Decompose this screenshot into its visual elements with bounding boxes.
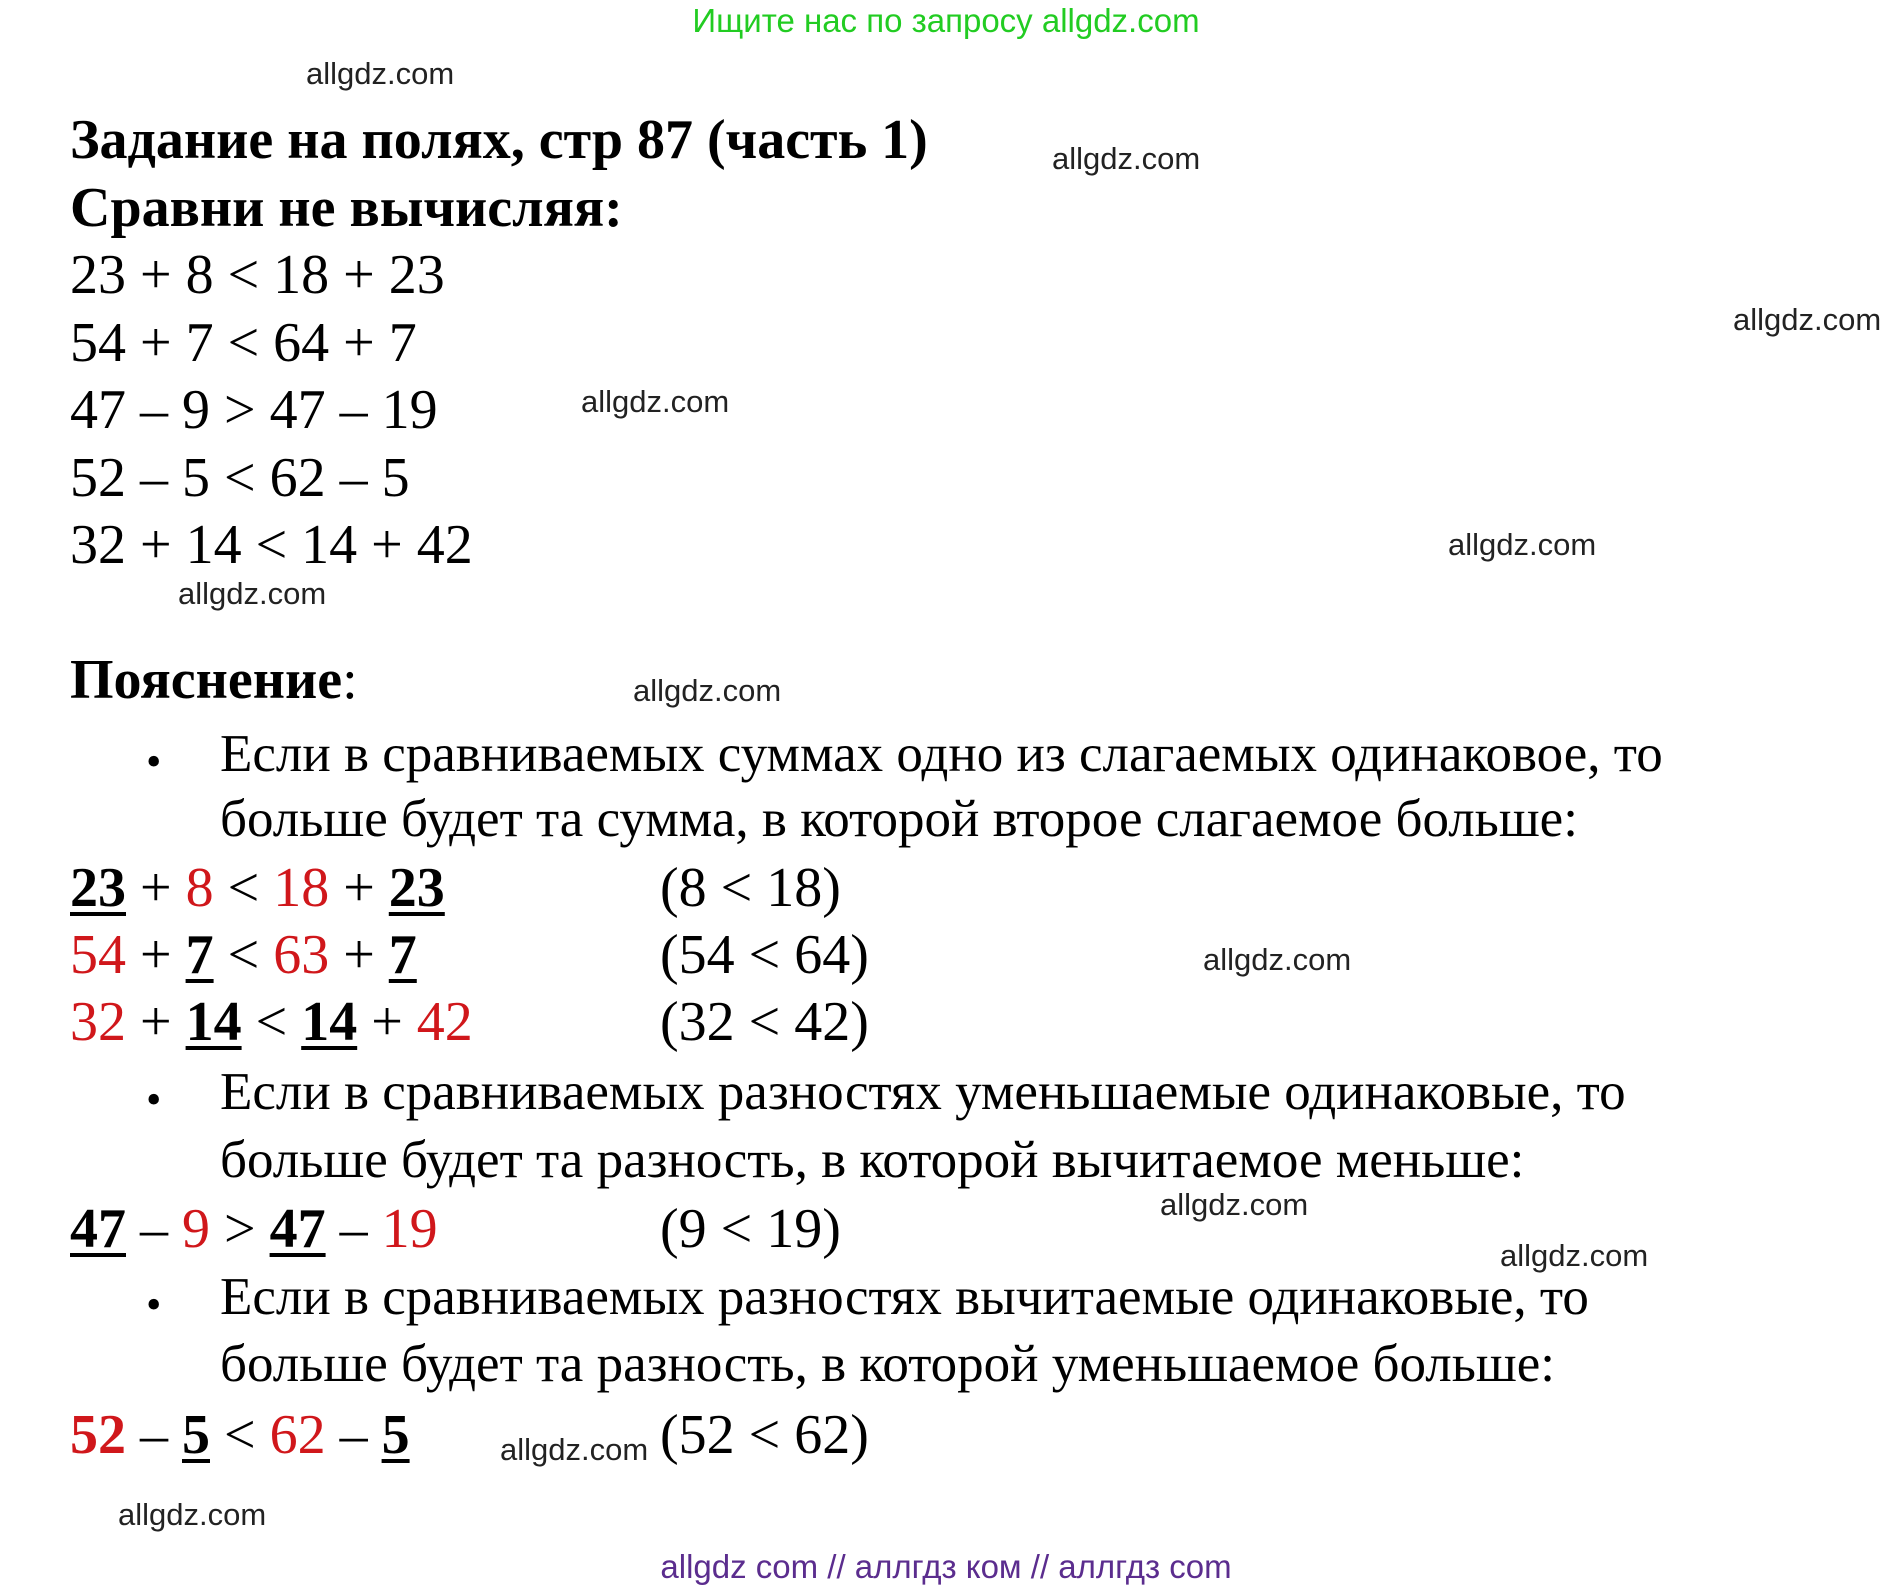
eq-term: 52 (70, 1404, 126, 1466)
example-note: (32 < 42) (660, 991, 869, 1053)
task-subtitle: Сравни не вычисляя: (70, 177, 623, 239)
eq-comparison: < (255, 991, 288, 1053)
watermark: allgdz.com (1160, 1187, 1309, 1222)
watermark: allgdz.com (1448, 527, 1597, 562)
bottom-banner-link[interactable]: allgdz com // аллгдз ком // аллгдз com (660, 1548, 1232, 1585)
eq-term: 32 (70, 991, 126, 1053)
example-equation (70, 924, 417, 986)
example-note: (54 < 64) (660, 924, 869, 986)
eq-term: 5 (381, 1404, 410, 1466)
eq-term: 63 (273, 924, 330, 986)
watermark: allgdz.com (178, 576, 327, 611)
example-equation (70, 1198, 438, 1260)
eq-term: 9 (182, 1198, 210, 1260)
eq-term: 62 (269, 1404, 326, 1466)
eq-operator: + (371, 991, 403, 1053)
watermark: allgdz.com (500, 1432, 649, 1467)
watermark: allgdz.com (306, 56, 455, 91)
eq-operator: – (140, 1198, 168, 1260)
eq-term: 42 (416, 991, 473, 1053)
task-line: 23 + 8 < 18 + 23 (70, 244, 445, 306)
bullet-rule-text: больше будет та разность, в которой уменьшаемое больше: (220, 1335, 1555, 1393)
eq-operator: + (343, 857, 375, 919)
eq-term: 18 (273, 857, 330, 919)
eq-operator: + (140, 924, 172, 986)
task-line: 47 – 9 > 47 – 19 (70, 379, 438, 441)
eq-term: 54 (70, 924, 126, 986)
watermark: allgdz.com (1203, 942, 1352, 977)
watermark: allgdz.com (1052, 141, 1201, 176)
watermark: allgdz.com (118, 1497, 267, 1532)
eq-term: 14 (301, 991, 358, 1053)
eq-comparison: < (227, 924, 260, 986)
example-equation (70, 991, 473, 1053)
watermark: allgdz.com (581, 384, 730, 419)
explanation-label: Пояснение (70, 649, 343, 711)
task-line: 54 + 7 < 64 + 7 (70, 312, 417, 374)
task-line: 32 + 14 < 14 + 42 (70, 514, 473, 576)
bullet-rule-text: больше будет та разность, в которой вычитаемое меньше: (220, 1131, 1525, 1189)
eq-operator: – (339, 1404, 368, 1466)
eq-comparison: > (224, 1198, 256, 1260)
eq-term: 23 (388, 857, 445, 919)
eq-term: 19 (381, 1198, 438, 1260)
eq-term: 7 (388, 924, 417, 986)
eq-operator: – (140, 1404, 168, 1466)
eq-term: 14 (185, 991, 242, 1053)
eq-term: 47 (70, 1198, 126, 1260)
eq-term: 23 (70, 857, 126, 919)
watermark: allgdz.com (1733, 302, 1882, 337)
example-equation (70, 1404, 410, 1466)
bullet-rule-text: Если в сравниваемых суммах одно из слагаемых одинаковое, то (220, 725, 1663, 783)
task-line: 52 – 5 < 62 – 5 (70, 447, 410, 509)
watermark: allgdz.com (633, 673, 782, 708)
bullet-rule-text: больше будет та сумма, в которой второе слагаемое больше: (220, 790, 1578, 848)
eq-operator: – (339, 1198, 368, 1260)
explanation-heading (70, 649, 358, 711)
top-banner-link[interactable]: Ищите нас по запросу allgdz.com (692, 2, 1200, 39)
bullet-icon: • (146, 1280, 162, 1329)
eq-term: 5 (182, 1404, 210, 1466)
eq-term: 7 (185, 924, 214, 986)
watermark: allgdz.com (1500, 1238, 1649, 1273)
bullet-icon: • (146, 1075, 162, 1124)
example-note: (8 < 18) (660, 857, 841, 919)
bullet-icon: • (146, 737, 162, 786)
eq-term: 47 (269, 1198, 326, 1260)
eq-operator: + (140, 857, 172, 919)
eq-comparison: < (224, 1404, 256, 1466)
explanation-colon: : (342, 649, 358, 711)
bullet-rule-text: Если в сравниваемых разностях вычитаемые одинаковые, то (220, 1268, 1589, 1326)
example-note: (52 < 62) (660, 1404, 869, 1466)
eq-term: 8 (185, 857, 214, 919)
eq-comparison: < (227, 857, 260, 919)
eq-operator: + (140, 991, 172, 1053)
eq-operator: + (343, 924, 375, 986)
example-equation (70, 857, 445, 919)
example-note: (9 < 19) (660, 1198, 841, 1260)
page-title: Задание на полях, стр 87 (часть 1) (70, 109, 928, 171)
bullet-rule-text: Если в сравниваемых разностях уменьшаемые одинаковые, то (220, 1063, 1626, 1121)
